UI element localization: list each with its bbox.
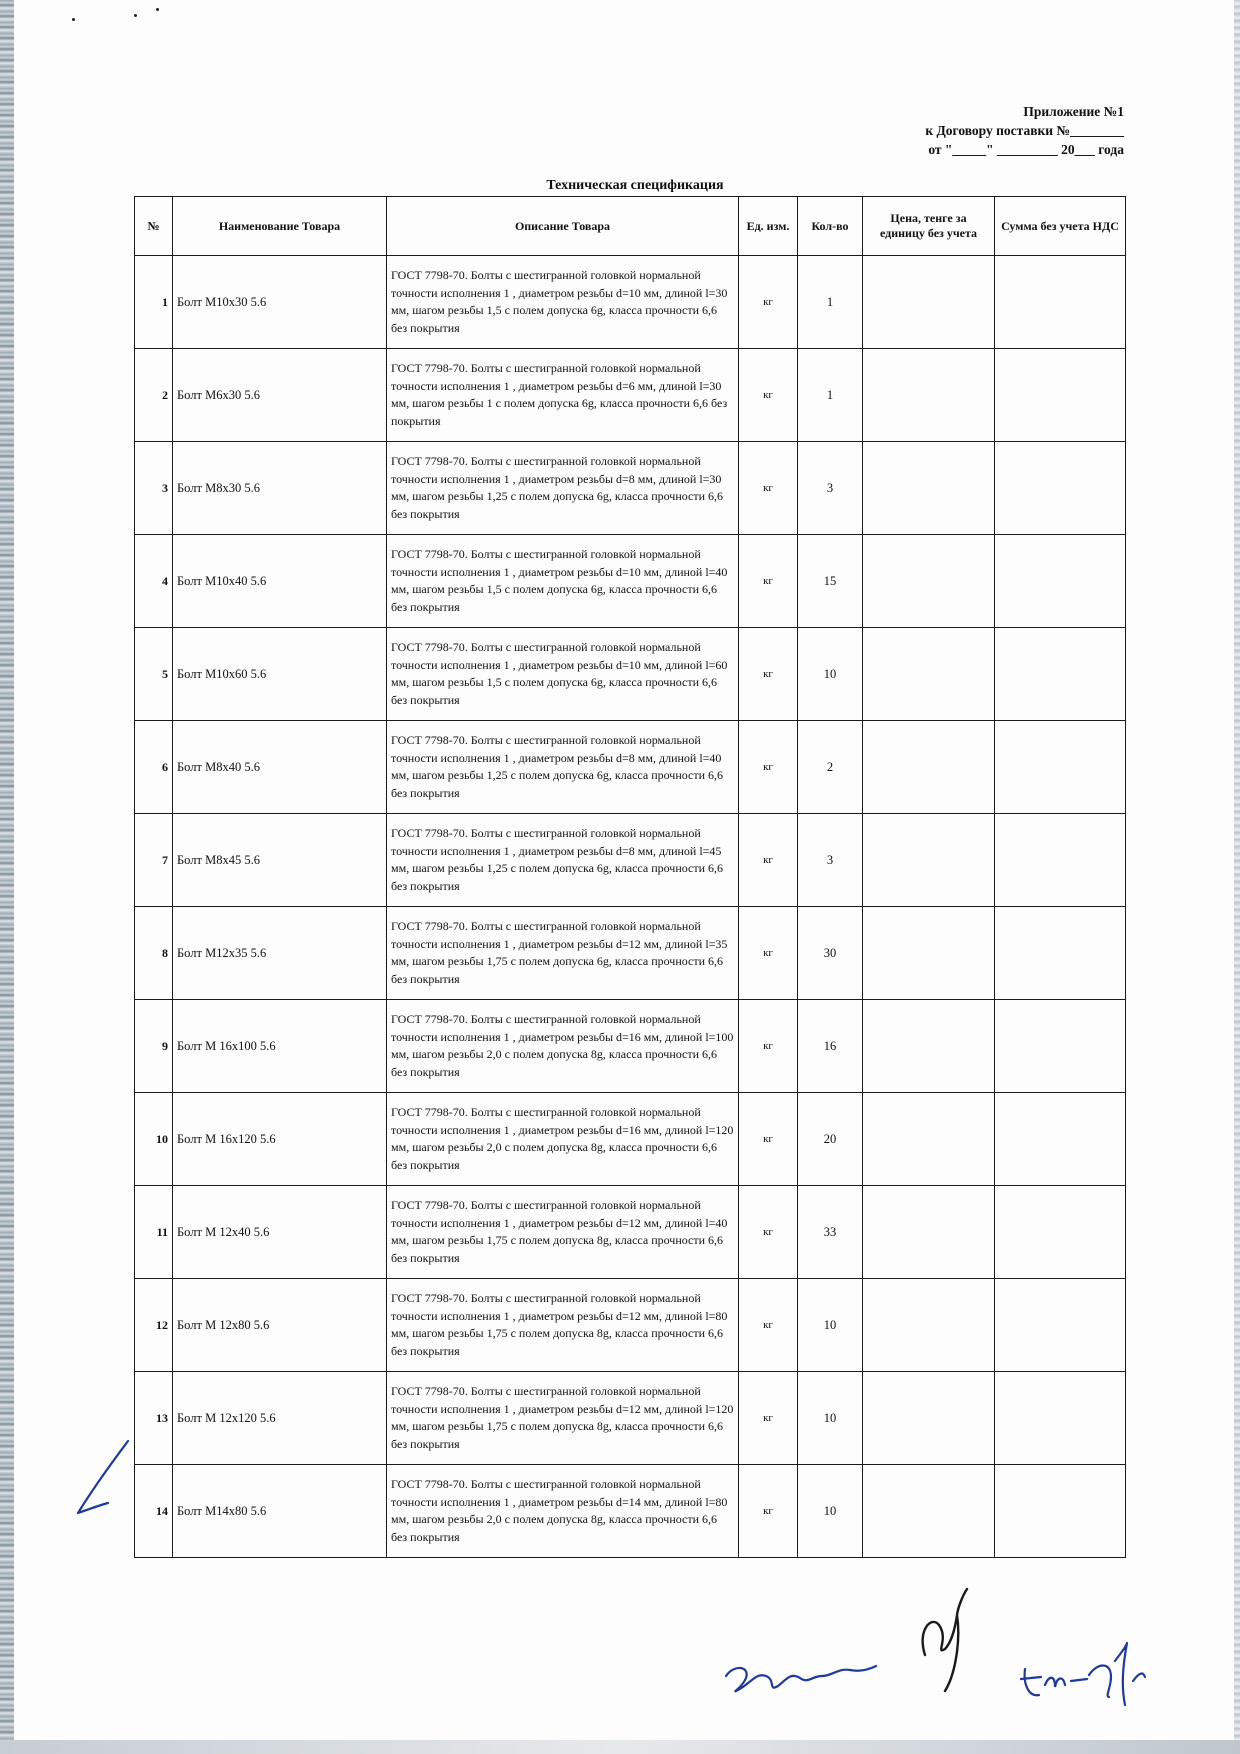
product-name: Болт М 16х100 5.6 xyxy=(173,1000,387,1093)
signature-2 xyxy=(720,1650,880,1710)
product-description: ГОСТ 7798-70. Болты с шестигранной головкой нормальной точности исполнения 1 , диаметром резьбы d=16 мм, длиной l=100 мм, шагом резьбы 2,0 с полем допуска 8g, класса прочности 6,6 без покрытия xyxy=(387,1000,739,1093)
unit-of-measure: кг xyxy=(739,1465,798,1558)
signature-1 xyxy=(70,1435,150,1520)
unit-of-measure: кг xyxy=(739,535,798,628)
total-sum-cell xyxy=(995,1186,1126,1279)
signature-3 xyxy=(895,1585,985,1695)
scan-edge-left xyxy=(0,0,14,1754)
appendix-header xyxy=(925,102,1124,159)
table-row xyxy=(135,535,1126,628)
product-name: Болт М8х30 5.6 xyxy=(173,442,387,535)
unit-price-cell xyxy=(863,1372,995,1465)
unit-price-cell xyxy=(863,1279,995,1372)
product-name: Болт М12х35 5.6 xyxy=(173,907,387,1000)
table-row xyxy=(135,721,1126,814)
product-name: Болт М10х40 5.6 xyxy=(173,535,387,628)
unit-of-measure: кг xyxy=(739,1093,798,1186)
table-row xyxy=(135,1186,1126,1279)
row-number: 11 xyxy=(135,1186,173,1279)
quantity: 15 xyxy=(798,535,863,628)
table-row xyxy=(135,814,1126,907)
product-name: Болт М 12х40 5.6 xyxy=(173,1186,387,1279)
product-description: ГОСТ 7798-70. Болты с шестигранной головкой нормальной точности исполнения 1 , диаметром резьбы d=8 мм, длиной l=45 мм, шагом резьбы 1,25 с полем допуска 6g, класса прочности 6,6 без покрытия xyxy=(387,814,739,907)
product-description: ГОСТ 7798-70. Болты с шестигранной головкой нормальной точности исполнения 1 , диаметром резьбы d=10 мм, длиной l=40 мм, шагом резьбы 1,5 с полем допуска 6g, класса прочности 6,6 без покрытия xyxy=(387,535,739,628)
unit-of-measure: кг xyxy=(739,256,798,349)
quantity: 10 xyxy=(798,1465,863,1558)
row-number: 1 xyxy=(135,256,173,349)
header-number: № xyxy=(135,197,173,256)
unit-of-measure: кг xyxy=(739,1372,798,1465)
product-description: ГОСТ 7798-70. Болты с шестигранной головкой нормальной точности исполнения 1 , диаметром резьбы d=6 мм, длиной l=30 мм, шагом резьбы 1 с полем допуска 6g, класса прочности 6,6 без покрытия xyxy=(387,349,739,442)
product-description: ГОСТ 7798-70. Болты с шестигранной головкой нормальной точности исполнения 1 , диаметром резьбы d=8 мм, длиной l=30 мм, шагом резьбы 1,25 с полем допуска 6g, класса прочности 6,6 без покрытия xyxy=(387,442,739,535)
signature-4 xyxy=(1015,1625,1165,1715)
unit-of-measure: кг xyxy=(739,1186,798,1279)
row-number: 5 xyxy=(135,628,173,721)
table-header-row xyxy=(135,197,1126,256)
table-row xyxy=(135,1093,1126,1186)
total-sum-cell xyxy=(995,721,1126,814)
table-row xyxy=(135,1465,1126,1558)
quantity: 10 xyxy=(798,1279,863,1372)
quantity: 1 xyxy=(798,256,863,349)
table-row xyxy=(135,1000,1126,1093)
quantity: 3 xyxy=(798,814,863,907)
contract-date: от "_____" _________ 20___ года xyxy=(928,142,1124,157)
specification-table xyxy=(134,196,1126,1558)
total-sum-cell xyxy=(995,907,1126,1000)
table-row xyxy=(135,442,1126,535)
unit-of-measure: кг xyxy=(739,721,798,814)
unit-of-measure: кг xyxy=(739,1279,798,1372)
header-quantity: Кол-во xyxy=(798,197,863,256)
table-row xyxy=(135,256,1126,349)
table-row xyxy=(135,907,1126,1000)
unit-of-measure: кг xyxy=(739,349,798,442)
product-name: Болт М 12х80 5.6 xyxy=(173,1279,387,1372)
quantity: 30 xyxy=(798,907,863,1000)
total-sum-cell xyxy=(995,1093,1126,1186)
header-unit: Ед. изм. xyxy=(739,197,798,256)
row-number: 3 xyxy=(135,442,173,535)
total-sum-cell xyxy=(995,535,1126,628)
product-name: Болт М10х30 5.6 xyxy=(173,256,387,349)
product-description: ГОСТ 7798-70. Болты с шестигранной головкой нормальной точности исполнения 1 , диаметром резьбы d=10 мм, длиной l=60 мм, шагом резьбы 1,5 с полем допуска 6g, класса прочности 6,6 без покрытия xyxy=(387,628,739,721)
unit-of-measure: кг xyxy=(739,814,798,907)
product-name: Болт М 12х120 5.6 xyxy=(173,1372,387,1465)
unit-price-cell xyxy=(863,442,995,535)
total-sum-cell xyxy=(995,1372,1126,1465)
table-row xyxy=(135,349,1126,442)
unit-price-cell xyxy=(863,256,995,349)
unit-price-cell xyxy=(863,814,995,907)
row-number: 2 xyxy=(135,349,173,442)
quantity: 2 xyxy=(798,721,863,814)
total-sum-cell xyxy=(995,814,1126,907)
scan-speck xyxy=(156,8,159,11)
product-description: ГОСТ 7798-70. Болты с шестигранной головкой нормальной точности исполнения 1 , диаметром резьбы d=12 мм, длиной l=35 мм, шагом резьбы 1,75 с полем допуска 6g, класса прочности 6,6 без покрытия xyxy=(387,907,739,1000)
total-sum-cell xyxy=(995,256,1126,349)
row-number: 14 xyxy=(135,1465,173,1558)
product-name: Болт М6х30 5.6 xyxy=(173,349,387,442)
header-product-name: Наименование Товара xyxy=(173,197,387,256)
scan-edge-right xyxy=(1234,0,1240,1754)
document-title: Техническая спецификация xyxy=(546,178,724,193)
table-row xyxy=(135,628,1126,721)
table-row xyxy=(135,1279,1126,1372)
product-name: Болт М10х60 5.6 xyxy=(173,628,387,721)
product-name: Болт М8х40 5.6 xyxy=(173,721,387,814)
scan-speck xyxy=(72,18,75,21)
unit-of-measure: кг xyxy=(739,907,798,1000)
contract-reference: к Договору поставки №________ xyxy=(925,123,1124,138)
row-number: 7 xyxy=(135,814,173,907)
appendix-title: Приложение №1 xyxy=(1023,104,1124,119)
unit-of-measure: кг xyxy=(739,442,798,535)
unit-price-cell xyxy=(863,721,995,814)
total-sum-cell xyxy=(995,1279,1126,1372)
quantity: 20 xyxy=(798,1093,863,1186)
row-number: 10 xyxy=(135,1093,173,1186)
row-number: 6 xyxy=(135,721,173,814)
unit-price-cell xyxy=(863,1000,995,1093)
product-description: ГОСТ 7798-70. Болты с шестигранной головкой нормальной точности исполнения 1 , диаметром резьбы d=10 мм, длиной l=30 мм, шагом резьбы 1,5 с полем допуска 6g, класса прочности 6,6 без покрытия xyxy=(387,256,739,349)
header-unit-price: Цена, тенге за единицу без учета xyxy=(863,197,995,256)
product-description: ГОСТ 7798-70. Болты с шестигранной головкой нормальной точности исполнения 1 , диаметром резьбы d=8 мм, длиной l=40 мм, шагом резьбы 1,25 с полем допуска 6g, класса прочности 6,6 без покрытия xyxy=(387,721,739,814)
table-row xyxy=(135,1372,1126,1465)
quantity: 33 xyxy=(798,1186,863,1279)
row-number: 12 xyxy=(135,1279,173,1372)
header-total-sum: Сумма без учета НДС xyxy=(995,197,1126,256)
total-sum-cell xyxy=(995,628,1126,721)
scan-edge-bottom xyxy=(0,1740,1240,1754)
product-description: ГОСТ 7798-70. Болты с шестигранной головкой нормальной точности исполнения 1 , диаметром резьбы d=12 мм, длиной l=120 мм, шагом резьбы 1,75 с полем допуска 8g, класса прочности 6,6 без покрытия xyxy=(387,1372,739,1465)
unit-of-measure: кг xyxy=(739,628,798,721)
unit-price-cell xyxy=(863,535,995,628)
quantity: 10 xyxy=(798,628,863,721)
quantity: 3 xyxy=(798,442,863,535)
unit-price-cell xyxy=(863,1465,995,1558)
product-description: ГОСТ 7798-70. Болты с шестигранной головкой нормальной точности исполнения 1 , диаметром резьбы d=14 мм, длиной l=80 мм, шагом резьбы 2,0 с полем допуска 8g, класса прочности 6,6 без покрытия xyxy=(387,1465,739,1558)
product-description: ГОСТ 7798-70. Болты с шестигранной головкой нормальной точности исполнения 1 , диаметром резьбы d=12 мм, длиной l=40 мм, шагом резьбы 1,75 с полем допуска 8g, класса прочности 6,6 без покрытия xyxy=(387,1186,739,1279)
scan-speck xyxy=(134,14,137,17)
unit-price-cell xyxy=(863,907,995,1000)
quantity: 10 xyxy=(798,1372,863,1465)
quantity: 1 xyxy=(798,349,863,442)
total-sum-cell xyxy=(995,349,1126,442)
total-sum-cell xyxy=(995,442,1126,535)
row-number: 9 xyxy=(135,1000,173,1093)
row-number: 13 xyxy=(135,1372,173,1465)
unit-price-cell xyxy=(863,628,995,721)
product-name: Болт М14х80 5.6 xyxy=(173,1465,387,1558)
quantity: 16 xyxy=(798,1000,863,1093)
product-name: Болт М 16х120 5.6 xyxy=(173,1093,387,1186)
unit-price-cell xyxy=(863,1093,995,1186)
header-product-description: Описание Товара xyxy=(387,197,739,256)
product-description: ГОСТ 7798-70. Болты с шестигранной головкой нормальной точности исполнения 1 , диаметром резьбы d=12 мм, длиной l=80 мм, шагом резьбы 1,75 с полем допуска 8g, класса прочности 6,6 без покрытия xyxy=(387,1279,739,1372)
unit-price-cell xyxy=(863,1186,995,1279)
row-number: 4 xyxy=(135,535,173,628)
unit-of-measure: кг xyxy=(739,1000,798,1093)
product-name: Болт М8х45 5.6 xyxy=(173,814,387,907)
total-sum-cell xyxy=(995,1000,1126,1093)
product-description: ГОСТ 7798-70. Болты с шестигранной головкой нормальной точности исполнения 1 , диаметром резьбы d=16 мм, длиной l=120 мм, шагом резьбы 2,0 с полем допуска 8g, класса прочности 6,6 без покрытия xyxy=(387,1093,739,1186)
total-sum-cell xyxy=(995,1465,1126,1558)
row-number: 8 xyxy=(135,907,173,1000)
unit-price-cell xyxy=(863,349,995,442)
